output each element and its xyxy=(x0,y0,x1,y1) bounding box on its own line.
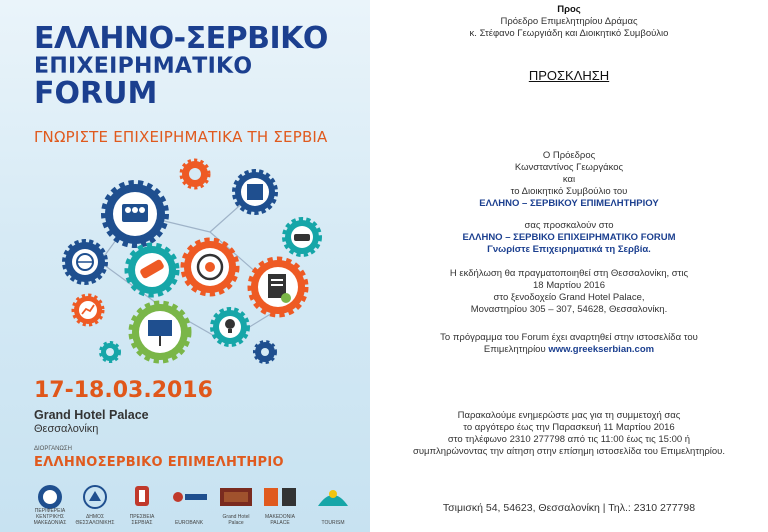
event-poster xyxy=(0,0,370,532)
gear-globe-icon xyxy=(65,242,105,282)
organizer-name: ΕΛΛΗΝΟΣΕΡΒΙΚΟ ΕΠΙΜΕΛΗΤΗΡΙΟ xyxy=(34,455,284,470)
gear-chip-icon xyxy=(235,172,275,212)
event-city: Θεσσαλονίκη xyxy=(34,423,99,435)
gear-small-blue-icon xyxy=(255,342,275,362)
letter-line: το αργότερο έως την Παρασκευή 11 Μαρτίου 2016 xyxy=(463,422,675,433)
organizer-label: ΔΙΟΡΓΑΝΩΣΗ xyxy=(34,446,72,452)
poster-title xyxy=(34,21,328,111)
gear-clipboard-icon xyxy=(251,260,305,314)
gear-chart-icon xyxy=(74,296,102,324)
chamber-name: ΕΛΛΗΝΟ – ΣΕΡΒΙΚΟΥ ΕΠΙΜΕΛΗΤΗΡΙΟΥ xyxy=(479,198,659,209)
sponsor-logo: EUROBANK xyxy=(168,482,210,526)
sponsor-logo: ΔΗΜΟΣ ΘΕΣΣΑΛΟΝΙΚΗΣ xyxy=(74,482,116,526)
letter-line: συμπληρώνοντας την αίτηση στην επίσημη ιστοσελίδα του Επιμελητηρίου. xyxy=(412,446,726,457)
poster-title-line2: ΕΠΙΧΕΙΡΗΜΑΤΙΚΟ xyxy=(34,54,253,79)
poster-subtitle: ΓΝΩΡΙΣΤΕ ΕΠΙΧΕΙΡΗΜΑΤΙΚΑ ΤΗ ΣΕΡΒΙΑ xyxy=(34,128,328,146)
gear-target-icon xyxy=(184,241,236,293)
municipality-logo-icon xyxy=(74,482,116,514)
letter-line: Κωνσταντίνος Γεωργάκος xyxy=(514,162,624,173)
website-link[interactable]: www.greekserbian.com xyxy=(548,344,655,355)
invitation-letter xyxy=(370,0,768,532)
tourism-logo-icon xyxy=(310,482,356,514)
letter-line: και xyxy=(562,174,576,185)
gear-small-orange-icon xyxy=(182,161,208,187)
letter-line: το Διοικητικό Συμβούλιο του xyxy=(510,186,628,197)
website-line xyxy=(370,344,768,355)
letter-line: Παρακαλούμε ενημερώστε μας για τη συμμετοχή σας xyxy=(457,410,681,421)
letter-line: στο ξενοδοχείο Grand Hotel Palace, xyxy=(493,292,645,303)
sponsor-logo: ΠΕΡΙΦΕΡΕΙΑ ΚΕΝΤΡΙΚΗΣ ΜΑΚΕΔΟΝΙΑΣ xyxy=(30,482,70,526)
event-date-text: 18 Μαρτίου 2016 xyxy=(533,280,605,291)
sponsor-logo: TOURISM xyxy=(310,482,356,526)
serbia-crest-icon xyxy=(122,482,162,514)
sponsor-logos xyxy=(30,482,360,526)
gear-team-icon xyxy=(105,184,165,244)
gear-presentation-icon xyxy=(132,304,188,360)
poster-title-line1: ΕΛΛΗΝΟ-ΣΕΡΒΙΚΟ xyxy=(34,21,328,56)
website-prefix: Επιμελητηρίου xyxy=(483,344,549,355)
makedonia-palace-logo-icon xyxy=(260,482,300,514)
forum-tagline: Γνωρίστε Επιχειρηματικά τη Σερβία. xyxy=(487,244,651,255)
letter-line: σας προσκαλούν στο xyxy=(524,220,614,231)
letter-line: Το πρόγραμμα του Forum έχει αναρτηθεί στην ιστοσελίδα του xyxy=(440,332,698,343)
letter-line: Ο Πρόεδρος xyxy=(542,150,596,161)
gear-handshake-icon xyxy=(128,246,176,294)
sponsor-logo: Grand Hotel Palace xyxy=(216,482,256,526)
gear-small-teal-icon xyxy=(101,343,119,361)
recipient-line2: κ. Στέφανο Γεωργιάδη και Διοικητικό Συμβούλιο xyxy=(469,28,669,39)
event-address: Μοναστηρίου 305 – 307, 54628, Θεσσαλονίκη. xyxy=(470,304,668,315)
grand-hotel-logo-icon xyxy=(216,482,256,514)
eurobank-logo-icon xyxy=(168,482,210,514)
recipient-line1: Πρόεδρο Επιμελητηρίου Δράμας xyxy=(500,16,638,27)
letter-line: Η εκδήλωση θα πραγματοποιηθεί στη Θεσσαλονίκη, στις xyxy=(449,268,689,279)
forum-name: ΕΛΛΗΝΟ – ΣΕΡΒΙΚΟ ΕΠΙΧΕΙΡΗΜΑΤΙΚΟ FORUM xyxy=(462,232,676,243)
recipient-label: Προς xyxy=(557,4,581,15)
invitation-heading: ΠΡΟΣΚΛΗΣΗ xyxy=(528,68,610,83)
letter-footer: Τσιμισκή 54, 54623, Θεσσαλονίκη | Τηλ.: 2310 277798 xyxy=(442,502,696,514)
gears-illustration xyxy=(40,152,340,377)
sponsor-logo: ΠΡΕΣΒΕΙΑ ΣΕΡΒΙΑΣ xyxy=(122,482,162,526)
sponsor-logo: MAKEDONIA PALACE xyxy=(260,482,300,526)
event-venue: Grand Hotel Palace xyxy=(34,408,149,422)
event-date: 17-18.03.2016 xyxy=(34,378,213,403)
phone-line: στο τηλέφωνο 2310 277798 από τις 11:00 έως τις 15:00 ή xyxy=(447,434,691,445)
poster-title-line3: FORUM xyxy=(34,76,158,111)
gear-car-icon xyxy=(285,220,319,254)
gear-lightbulb-icon xyxy=(213,310,247,344)
